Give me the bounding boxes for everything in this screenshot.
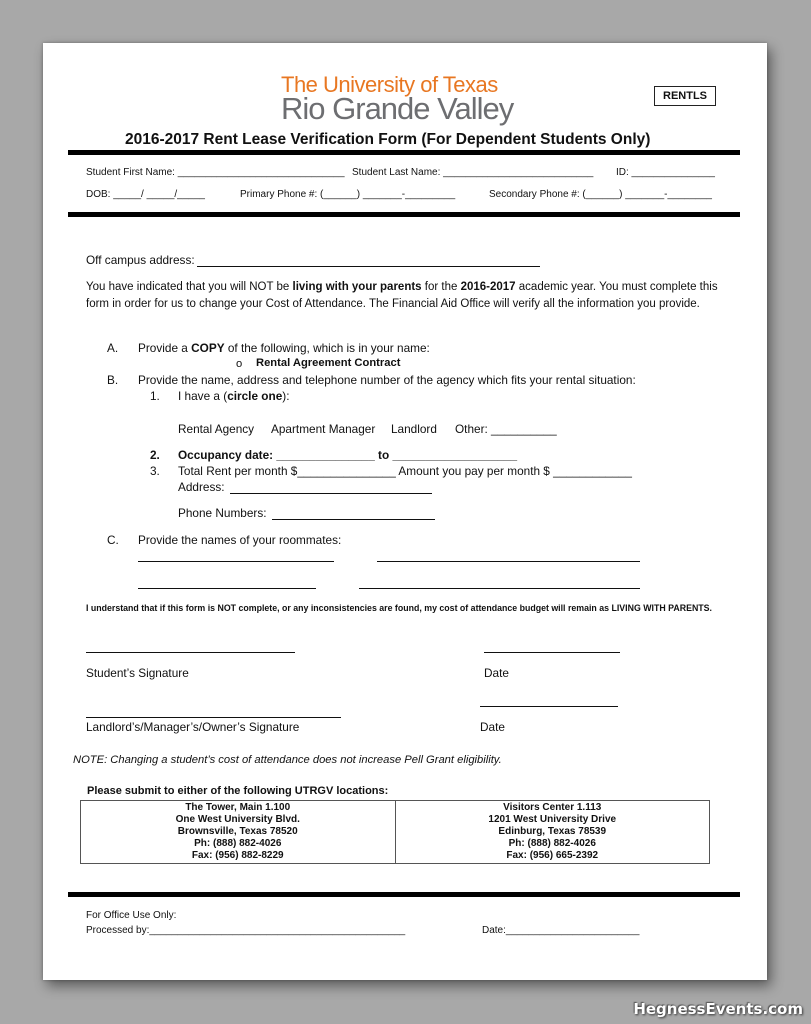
option-landlord[interactable]: Landlord (391, 422, 437, 436)
student-signature-input[interactable] (86, 652, 295, 653)
locations-table (80, 800, 710, 864)
location-name: The Tower, Main 1.100 (185, 802, 291, 813)
logo-line-1: The University of Texas (281, 72, 498, 97)
secondary-phone-field[interactable]: Secondary Phone #: (______) _______-________ (489, 189, 712, 200)
item-1-number: 1. (150, 389, 160, 403)
section-b-letter: B. (107, 373, 119, 387)
option-other-field[interactable]: Other: __________ (455, 422, 557, 436)
landlord-date-label: Date (480, 720, 505, 734)
section-b-text: Provide the name, address and telephone number of the agency which fits your rental situation: (138, 373, 636, 387)
student-date-input[interactable] (484, 652, 620, 653)
dob-field[interactable]: DOB: _____/ _____/_____ (86, 189, 205, 200)
primary-phone-field[interactable]: Primary Phone #: (______) _______-_________ (240, 189, 456, 200)
student-signature-label: Student’s Signature (86, 666, 189, 680)
location-city: Brownsville, Texas 78520 (177, 826, 298, 837)
item-3-number: 3. (150, 464, 160, 478)
section-c-letter: C. (107, 533, 119, 547)
rent-amount-field[interactable]: Total Rent per month $_______________ Amount you pay per month $ ____________ (178, 464, 632, 478)
location-name: Visitors Center 1.113 (503, 802, 602, 813)
form-title: 2016-2017 Rent Lease Verification Form (For Dependent Students Only) (125, 131, 651, 148)
location-street: 1201 West University Drive (488, 814, 617, 825)
roommate-input-3[interactable] (138, 588, 316, 589)
location-street: One West University Blvd. (175, 814, 300, 825)
submit-heading: Please submit to either of the following UTRGV locations: (87, 785, 389, 797)
understand-statement: I understand that if this form is NOT complete, or any inconsistencies are found, my cost of attendance budget will remain as LIVING WITH PARENTS. (86, 603, 712, 613)
location-phone: Ph: (888) 882-4026 (508, 838, 596, 849)
bullet-icon: o (236, 358, 243, 370)
location-phone: Ph: (888) 882-4026 (194, 838, 282, 849)
form-code-badge: RENTLS (654, 86, 716, 106)
processed-by-field[interactable]: Processed by:______________________________________________ (86, 925, 406, 936)
location-brownsville (81, 801, 396, 863)
top-rule (68, 150, 740, 155)
student-first-name-field[interactable]: Student First Name: ______________________________ (86, 167, 345, 178)
off-campus-address-input[interactable] (197, 266, 540, 267)
pell-grant-note: NOTE: Changing a student’s cost of attendance does not increase Pell Grant eligibility. (73, 754, 502, 766)
info-rule (68, 212, 740, 217)
student-last-name-field[interactable]: Student Last Name: ___________________________ (352, 167, 594, 178)
student-id-field[interactable]: ID: _______________ (616, 167, 715, 178)
section-a-text: Provide a COPY of the following, which is in your name: (138, 341, 430, 355)
location-edinburg (396, 801, 710, 863)
intro-paragraph: You have indicated that you will NOT be living with your parents for the 2016-2017 academic year. You must complete this form in order for us to change your Cost of Attendance. The Financial Aid Office will verify all the information you provide. (86, 281, 718, 310)
student-date-label: Date (484, 666, 509, 680)
office-date-field[interactable]: Date:________________________ (482, 925, 640, 936)
office-use-label: For Office Use Only: (86, 910, 177, 921)
form-page (43, 43, 767, 980)
location-city: Edinburg, Texas 78539 (498, 826, 607, 837)
roommate-input-4[interactable] (359, 588, 640, 589)
rental-agreement-item: Rental Agreement Contract (256, 357, 401, 369)
landlord-date-input[interactable] (480, 706, 618, 707)
agency-address-label: Address: (178, 480, 225, 494)
location-fax: Fax: (956) 882-8229 (191, 850, 284, 861)
option-apartment-manager[interactable]: Apartment Manager (271, 422, 376, 436)
landlord-signature-label: Landlord’s/Manager’s/Owner’s Signature (86, 720, 300, 734)
logo-line-2: Rio Grande Valley (281, 91, 514, 126)
item-2-number: 2. (150, 448, 160, 462)
off-campus-address-label: Off campus address: (86, 253, 195, 267)
location-fax: Fax: (956) 665-2392 (506, 850, 599, 861)
agency-address-input[interactable] (230, 493, 432, 494)
roommate-input-2[interactable] (377, 561, 640, 562)
item-1-text: I have a (circle one): (178, 389, 290, 403)
option-rental-agency[interactable]: Rental Agency (178, 422, 255, 436)
agency-phone-label: Phone Numbers: (178, 506, 267, 520)
landlord-signature-input[interactable] (86, 717, 341, 718)
section-c-text: Provide the names of your roommates: (138, 533, 342, 547)
office-rule (68, 892, 740, 897)
agency-phone-input[interactable] (272, 519, 435, 520)
roommate-input-1[interactable] (138, 561, 334, 562)
site-watermark: HegnessEvents.com (633, 1000, 803, 1018)
occupancy-date-field[interactable]: Occupancy date: _______________ to ___________________ (178, 448, 518, 462)
section-a-letter: A. (107, 341, 119, 355)
